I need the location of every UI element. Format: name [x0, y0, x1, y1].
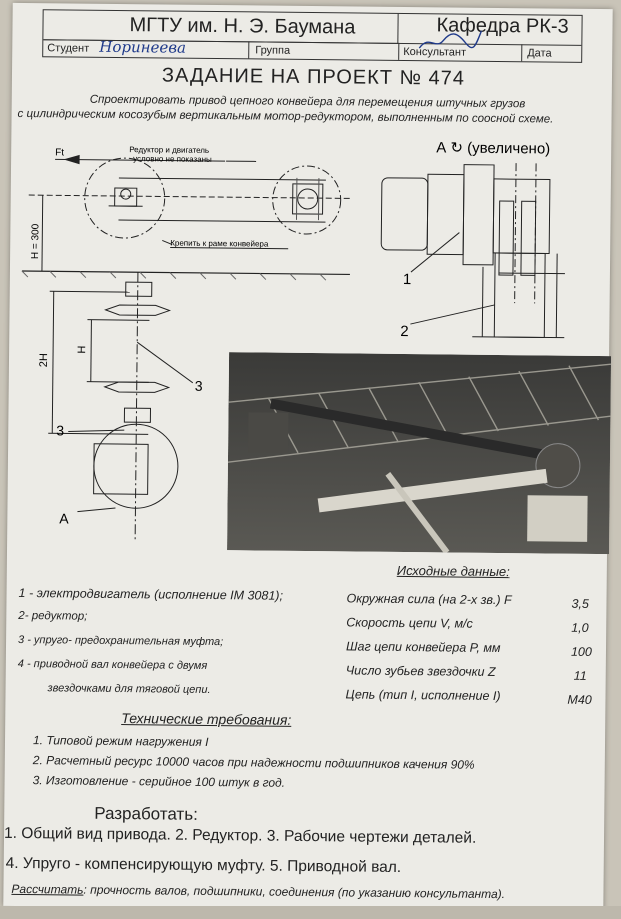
- initial-data-label: Цепь (тип I, исполнение I): [345, 687, 501, 704]
- initial-data-label: Шаг цепи конвейера P, мм: [345, 639, 501, 656]
- initial-data-value: 3,5: [571, 596, 589, 611]
- callout-4: 3: [194, 377, 203, 394]
- note-reducer-line1: Редуктор и двигатель: [129, 145, 210, 155]
- background-surface: [0, 906, 621, 919]
- callout-3: 3: [56, 422, 65, 439]
- develop-heading: Разработать:: [94, 803, 198, 824]
- student-label: Студент: [47, 42, 90, 55]
- initial-data-label: Окружная сила (на 2-х зв.) F: [346, 591, 512, 608]
- tech-item: 3. Изготовление - серийное 100 штук в год.: [32, 773, 286, 790]
- conveyor-photo: [227, 352, 611, 554]
- mount-note: Крепить к раме конвейера: [170, 238, 269, 249]
- develop-line-2: 4. Упруго - компенсирующую муфту. 5. Приводной вал.: [5, 854, 402, 876]
- consultant-signature: [415, 26, 485, 57]
- view-a-label: А ↻ (увеличено): [436, 139, 551, 158]
- callout-2: 2: [400, 322, 409, 341]
- calculate-line: [11, 882, 505, 901]
- view-a-enlarged: [364, 132, 606, 355]
- force-label: Ft: [55, 147, 65, 159]
- note-reducer-line2: условно не показаны: [133, 154, 212, 164]
- department-name: Кафедра РК-3: [436, 14, 569, 38]
- initial-data-value: 11: [573, 668, 587, 683]
- component-item: 3 - упруго- предохранительная муфта;: [18, 633, 224, 649]
- initial-data-heading: Исходные данные:: [396, 562, 510, 580]
- initial-data-label: Скорость цепи V, м/с: [346, 615, 473, 631]
- initial-data-value: М40: [567, 692, 592, 707]
- dim-2h-label: 2H: [37, 353, 51, 368]
- university-name: МГТУ им. Н. Э. Баумана: [129, 14, 356, 39]
- header-table: [42, 9, 582, 63]
- component-item: 2- редуктор;: [18, 609, 88, 623]
- height-dim-label: H = 300: [30, 223, 42, 260]
- component-item: звездочками для тяговой цепи.: [47, 682, 211, 696]
- assignment-sheet: [3, 3, 612, 912]
- page-title: ЗАДАНИЕ НА ПРОЕКТ № 474: [161, 64, 466, 90]
- consultant-label: Консультант: [403, 45, 467, 59]
- date-label: Дата: [527, 47, 552, 60]
- develop-line-1: 1. Общий вид привода. 2. Редуктор. 3. Рабочие чертежи деталей.: [3, 824, 477, 847]
- initial-data-value: 1,0: [571, 620, 589, 635]
- callout-a: А: [59, 510, 69, 527]
- initial-data-value: 100: [570, 644, 592, 659]
- description-line-2: с цилиндрическим косозубым вертикальным мотор-редуктором, выполненным по соосной схеме.: [17, 107, 554, 126]
- tech-item: 1. Типовой режим нагружения I: [32, 733, 209, 749]
- group-label: Группа: [255, 44, 291, 57]
- component-item: 4 - приводной вал конвейера с двумя: [17, 657, 208, 672]
- calculate-text: : прочность валов, подшипники, соединения (по указанию консультанта).: [83, 882, 506, 902]
- description-line-1: Спроектировать привод цепного конвейера для перемещения штучных грузов: [89, 93, 526, 111]
- tech-requirements-heading: Технические требования:: [121, 710, 292, 728]
- callout-1: 1: [402, 270, 412, 289]
- calculate-label: Рассчитать: [11, 881, 84, 897]
- initial-data-label: Число зубьев звездочки Z: [345, 663, 496, 679]
- component-item: 1 - электродвигатель (исполнение IM 3081);: [18, 585, 284, 603]
- dim-h-label: H: [76, 345, 89, 354]
- student-name: Норинеева: [99, 37, 187, 57]
- tech-item: 2. Расчетный ресурс 10000 часов при надежности подшипников качения 90%: [32, 753, 475, 772]
